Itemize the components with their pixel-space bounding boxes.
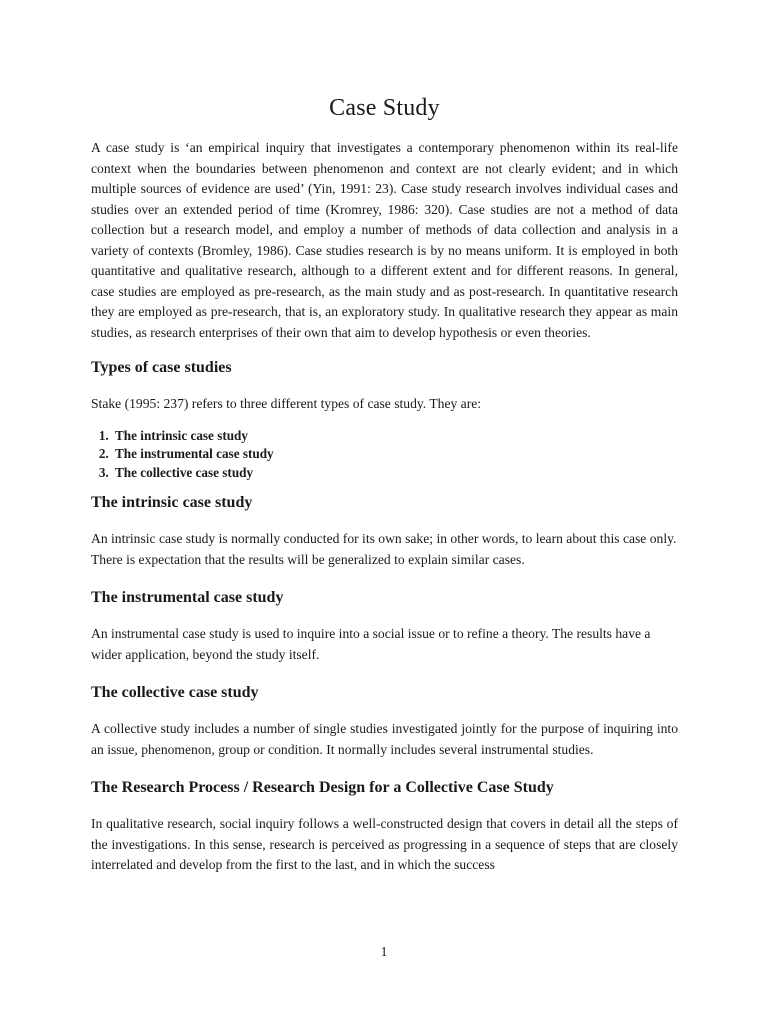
types-list (91, 427, 678, 483)
intrinsic-paragraph: An intrinsic case study is normally conducted for its own sake; in other words, to learn about this case only. There is expectation that the results will be generalized to explain similar cases. (91, 531, 677, 567)
collective-paragraph: A collective study includes a number of single studies investigated jointly for the purpose of inquiring into an issue, phenomenon, group or condition. It normally includes several instrumental studies. (91, 721, 678, 757)
collective-heading: The collective case study (91, 684, 259, 701)
page-content (91, 92, 678, 876)
list-item: 1. The intrinsic case study (112, 427, 678, 446)
document-title: Case Study (329, 95, 440, 121)
list-item: 2. The instrumental case study (112, 445, 678, 464)
intro-paragraph: A case study is ‘an empirical inquiry that investigates a contemporary phenomenon within its real-life context when the boundaries between phenomenon and context are not clearly evident; and in which multiple sources of evidence are used’ (Yin, 1991: 23). Case study research involves individual cases and studies over an extended period of time (Kromrey, 1986: 320). Case studies are not a method of data collection but a research model, and employ a number of methods of data collection and analysis in a variety of contexts (Bromley, 1986). Case studies research is by no means uniform. It is employed in both quantitative and qualitative research, although to a different extent and for different reasons. In general, case studies are employed as pre-research, as the main study and as post-research. In quantitative research they are employed as pre-research, that is, an exploratory study. In qualitative research they appear as main studies, as research enterprises of their own that aim to develop hypothesis or even theories. (91, 140, 678, 340)
intrinsic-heading: The intrinsic case study (91, 494, 253, 511)
instrumental-heading: The instrumental case study (91, 589, 284, 606)
instrumental-paragraph: An instrumental case study is used to inquire into a social issue or to refine a theory. The results have a wider application, beyond the study itself. (91, 626, 651, 662)
process-heading: The Research Process / Research Design for a Collective Case Study (91, 779, 554, 796)
types-heading: Types of case studies (91, 359, 232, 376)
page-number: 1 (380, 944, 388, 959)
types-intro-paragraph: Stake (1995: 237) refers to three different types of case study. They are: (91, 396, 482, 411)
list-item: 3. The collective case study (112, 464, 678, 483)
process-paragraph: In qualitative research, social inquiry follows a well-constructed design that covers in detail all the steps of the investigations. In this sense, research is perceived as progressing in a sequence of steps that are closely interrelated and develop from the first to the last, and in which the success (91, 816, 678, 872)
